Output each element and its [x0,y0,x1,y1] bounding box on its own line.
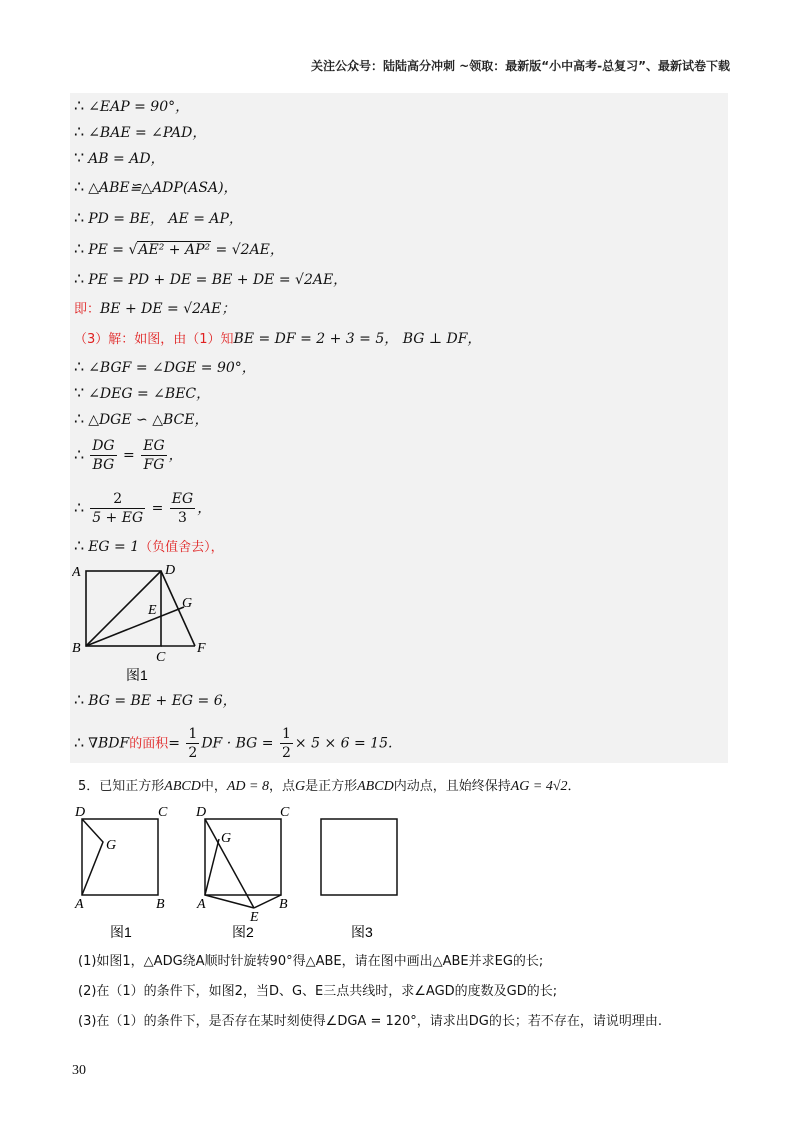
question-1: (1)如图1，△ADG绕A顺时针旋转90°得△ABE，请在图中画出△ABE并求EG的长; [78,954,544,969]
solution-line-14: ∴ $\frac{2}{5 + EG}$ = $\frac{EG}{3}$ ， [74,491,212,526]
solution-line-11: ∵ ∠DEG = ∠BEC， [74,383,211,402]
fig1-label-G: G [182,596,193,611]
f5c-caption: 图3 [351,924,373,940]
f5b-label-E: E [250,910,259,925]
fig1-label-C: C [156,650,166,665]
problem-5-figures [70,800,490,945]
solution-line-13: ∴ $\frac{DG}{BG}$ = $\frac{EG}{FG}$ ， [74,438,183,473]
f5a-label-C: C [158,805,168,820]
figure-1 [72,560,222,685]
page-header: 关注公众号：陆陆高分冲刺 ~领取：最新版“小中高考-总复习”、最新试卷下载 [311,59,730,73]
problem-5-statement: 5．已知正方形ABCD中，AD = 8，点G是正方形ABCD内动点，且始终保持AG = 4√2． [78,779,581,794]
fig1-label-E: E [148,603,157,618]
question-2: (2)在（1）的条件下，如图2，当D、G、E三点共线时，求∠AGD的度数及GD的长; [78,984,558,999]
f5b-label-B: B [279,897,288,912]
f5a-caption: 图1 [110,924,132,940]
solution-line-15: ∴ EG = 1（负值舍去）， [74,536,224,555]
fig1-label-D: D [165,563,176,578]
solution-line-17: ∴ ∇BDF的面积= $\frac{1}{2}$ DF · BG = $\frac{1}{2}$ × 5 × 6 = 15. [74,726,393,761]
fig1-label-F: F [197,641,206,656]
solution-line-5: ∴ PD = BE， AE = AP， [74,208,243,227]
f5b-label-A: A [197,897,206,912]
fig1-label-A: A [72,565,81,580]
f5b-label-G: G [221,831,232,846]
f5a-label-G: G [106,838,117,853]
f5b-label-C: C [280,805,290,820]
solution-line-12: ∴ △DGE ∽ △BCE， [74,409,209,428]
solution-line-4: ∴ △ABE≌△ADP(ASA)， [74,177,238,196]
page-number: 30 [72,1063,86,1078]
solution-line-2: ∴ ∠BAE = ∠PAD， [74,122,207,141]
solution-line-8: 即：BE + DE = √2AE； [74,301,236,317]
f5a-label-B: B [156,897,165,912]
f5b-caption: 图2 [232,924,254,940]
fig1-caption: 图1 [126,667,148,683]
solution-line-7: ∴ PE = PD + DE = BE + DE = √2AE， [74,269,348,288]
solution-line-6: ∴ PE = √AE² + AP² = √2AE， [74,239,284,258]
solution-line-16: ∴ BG = BE + EG = 6， [74,690,237,709]
solution-line-10: ∴ ∠BGF = ∠DGE = 90°， [74,357,256,376]
solution-line-3: ∵ AB = AD， [74,148,165,167]
f5a-label-D: D [75,805,86,820]
fig1-label-B: B [72,641,81,656]
solution-line-9: （3）解：如图，由（1）知BE = DF = 2 + 3 = 5， BG ⊥ DF， [74,331,482,347]
question-3: (3)在（1）的条件下，是否存在某时刻使得∠DGA = 120°，请求出DG的长；若不存在，请说明理由. [78,1014,663,1029]
solution-line-1: ∴ ∠EAP = 90°， [74,96,190,115]
f5a-label-A: A [75,897,84,912]
f5b-label-D: D [196,805,207,820]
